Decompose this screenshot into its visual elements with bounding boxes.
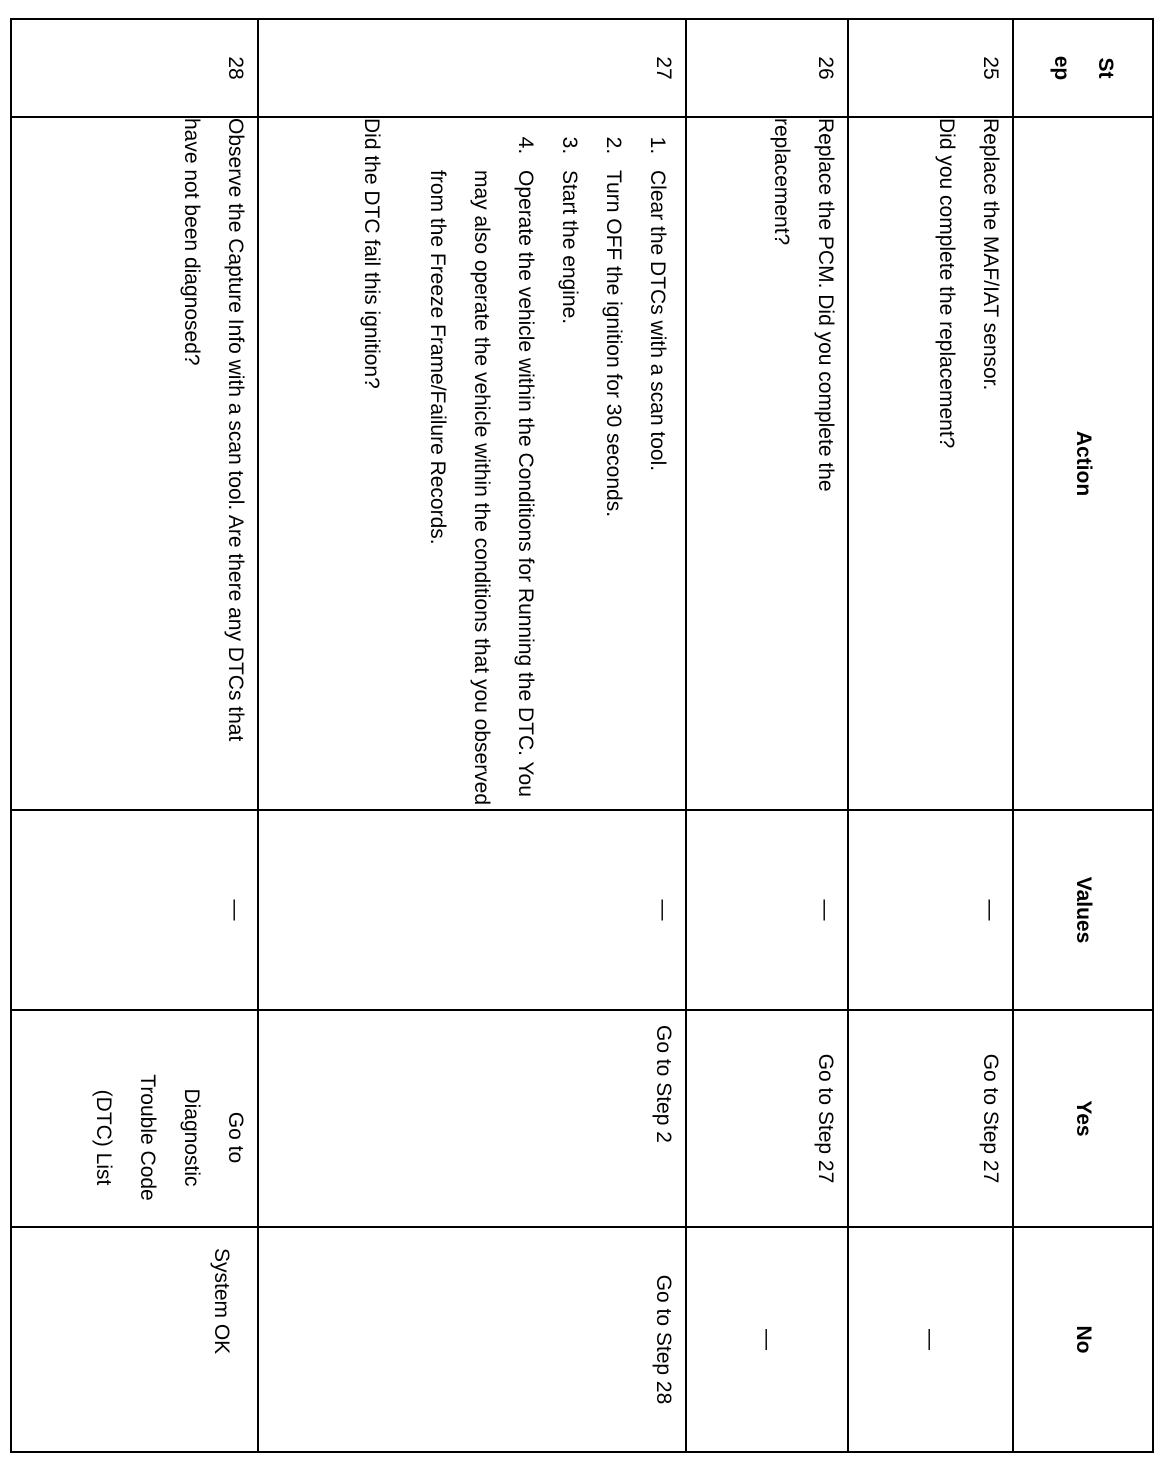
action-question: Did the DTC fail this ignition? [360,118,383,389]
values-cell: — [258,810,686,1010]
yes-cell: Go to Step 2 [258,1010,686,1227]
table-row [11,19,258,1452]
table-row [686,19,848,1452]
yes-cell: Go to Step 27 [686,1010,848,1227]
action-cell [258,117,686,810]
table-row [848,19,1013,1452]
header-action: Action [1013,117,1153,810]
no-cell: System OK [11,1227,258,1452]
step-number: 28 [11,19,258,117]
yes-cell: Go to Diagnostic Trouble Code (DTC) List [11,1010,258,1227]
action-steps-list [415,118,679,809]
list-item: 2. Turn OFF the ignition for 30 seconds. [591,160,635,809]
table-row [258,19,686,1452]
table-header-row [1013,19,1153,1452]
step-number: 26 [686,19,848,117]
values-cell: — [11,810,258,1010]
action-question: Did you complete the replacement? [935,118,958,449]
no-cell: Go to Step 28 [258,1227,686,1452]
values-cell: — [686,810,848,1010]
step-number: 27 [258,19,686,117]
values-cell: — [848,810,1013,1010]
list-item: 4. Operate the vehicle within the Conditions for Running the DTC. You may also operate the vehicle within the conditions that you observed from the Freeze Frame/Failure Records. [415,160,547,809]
no-cell: — [848,1227,1013,1452]
list-item: 1. Clear the DTCs with a scan tool. [635,160,679,809]
action-text: Replace the PCM. Did you complete the replacement? [770,118,837,492]
header-no: No [1013,1227,1153,1452]
list-item: 3. Start the engine. [547,160,591,809]
yes-cell: Go to Step 27 [848,1010,1013,1227]
diagnostic-steps-table [10,18,1154,1453]
header-yes: Yes [1013,1010,1153,1227]
action-text: Observe the Capture Info with a scan tool. Are there any DTCs that have not been diagnosed? [180,118,247,742]
action-cell [848,117,1013,810]
no-cell: — [686,1227,848,1452]
action-text: Replace the MAF/IAT sensor. [979,118,1002,391]
header-step: St ep [1013,19,1153,117]
step-number: 25 [848,19,1013,117]
action-cell [11,117,258,810]
action-cell [686,117,848,810]
header-values: Values [1013,810,1153,1010]
